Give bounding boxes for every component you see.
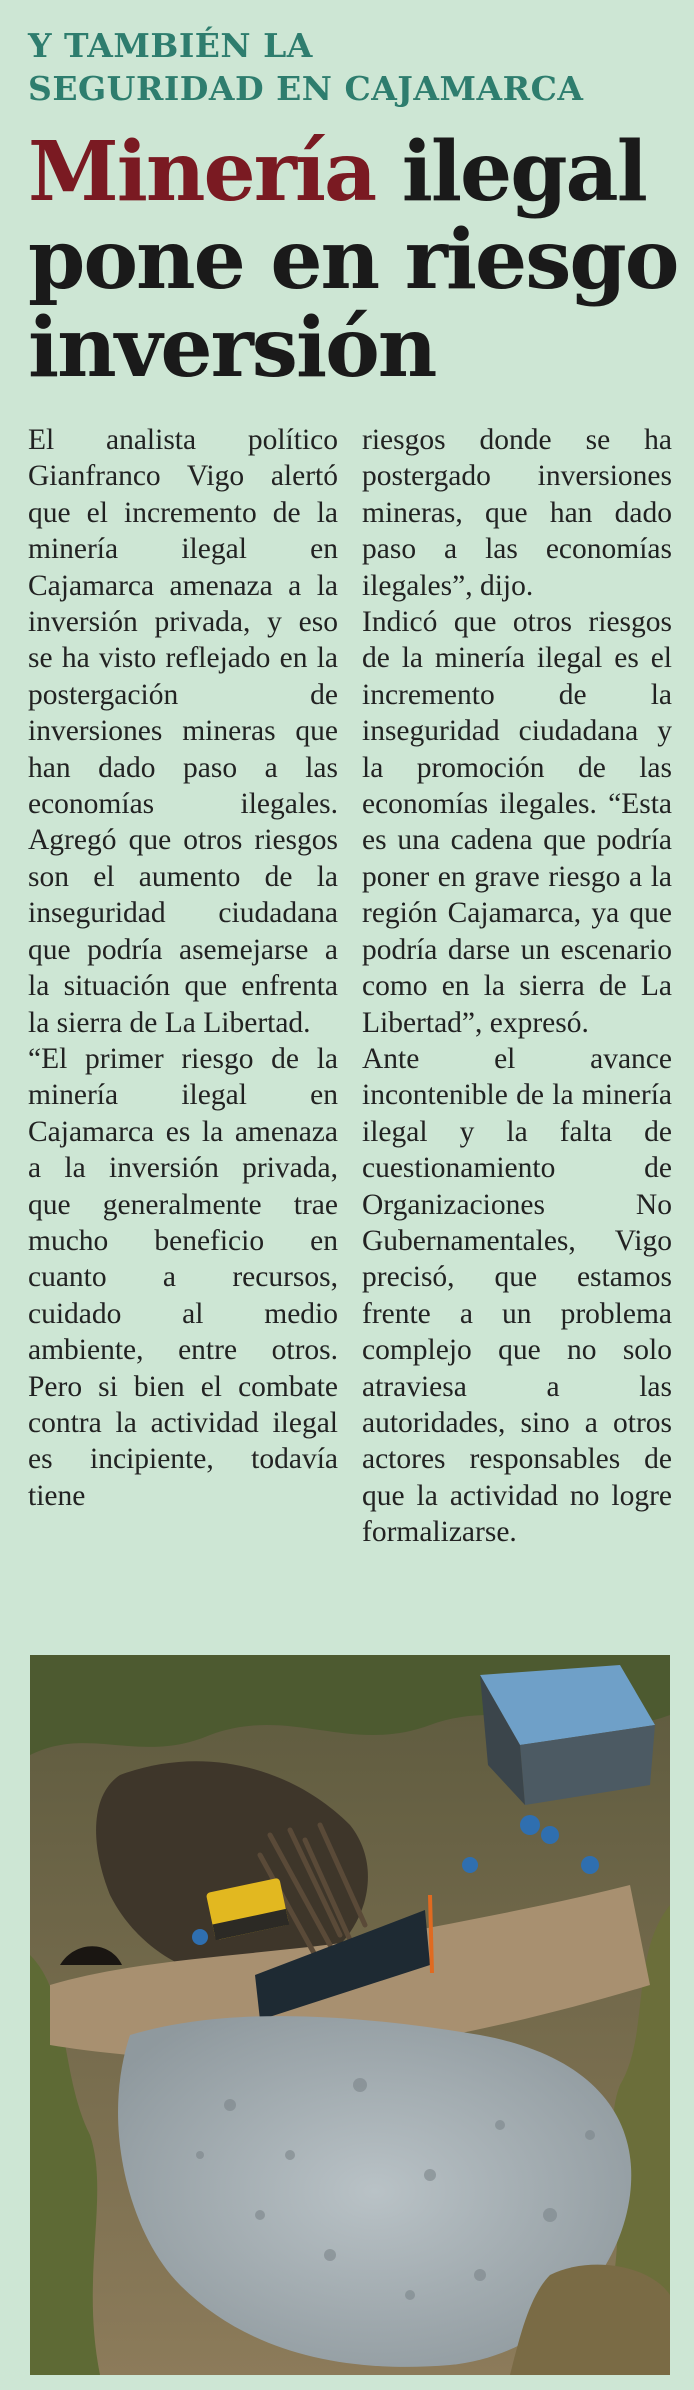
headline-line-1-rest: ilegal	[375, 124, 646, 220]
body-paragraph: Indicó que otros riesgos de la minería ilegal es el incremento de la inseguridad ciudadana y la promoción de las economías ilegales. “Esta es una cadena que podría poner en grave riesgo a la región Cajamarca, ya que podría darse un escenario como en la sierra de La Libertad”, expresó.	[362, 606, 672, 1039]
orange-pole	[430, 1895, 432, 1973]
mining-site-illustration	[30, 1655, 670, 2375]
body-column-left	[28, 422, 338, 1514]
body-paragraph: riesgos donde se ha postergado inversiones mineras, que han dado paso a las economías ilegales”, dijo.	[362, 424, 672, 602]
kicker-line-1: Y TAMBIÉN LA	[28, 26, 313, 65]
headline-line-1	[28, 124, 678, 220]
shed	[480, 1665, 655, 1805]
headline	[28, 124, 678, 396]
kicker-line-2: SEGURIDAD EN CAJAMARCA	[28, 69, 584, 108]
kicker	[28, 24, 668, 110]
headline-accent-word: Minería	[28, 124, 376, 220]
headline-line-2: pone en riesgo	[28, 212, 678, 308]
headline-line-3: inversión	[28, 300, 436, 396]
body-column-right	[362, 422, 672, 1551]
body-paragraph: El analista político Gianfranco Vigo alertó que el incremento de la minería ilegal en Cajamarca amenaza a la inversión privada, y eso se ha visto reflejado en la postergación de inversiones mineras que han dado paso a las economías ilegales. Agregó que otros riesgos son el aumento de la inseguridad ciudadana que podría asemejarse a la situación que enfrenta la sierra de La Libertad.	[28, 424, 338, 1039]
body-paragraph: “El primer riesgo de la minería ilegal en Cajamarca es la amenaza a la inversión privada, que generalmente trae mucho beneficio en cuanto a recursos, cuidado al medio ambiente, entre otros. Pero si bien el combate contra la actividad ilegal es incipiente, todavía tiene	[28, 1042, 338, 1512]
mining-site-photo	[30, 1655, 670, 2375]
body-paragraph: Ante el avance incontenible de la minería ilegal y la falta de cuestionamiento de Organizaciones No Gubernamentales, Vigo precisó, que estamos frente a un problema complejo que no solo atraviesa a las autoridades, sino a otros actores responsables de que la actividad no logre formalizarse.	[362, 1042, 672, 1549]
